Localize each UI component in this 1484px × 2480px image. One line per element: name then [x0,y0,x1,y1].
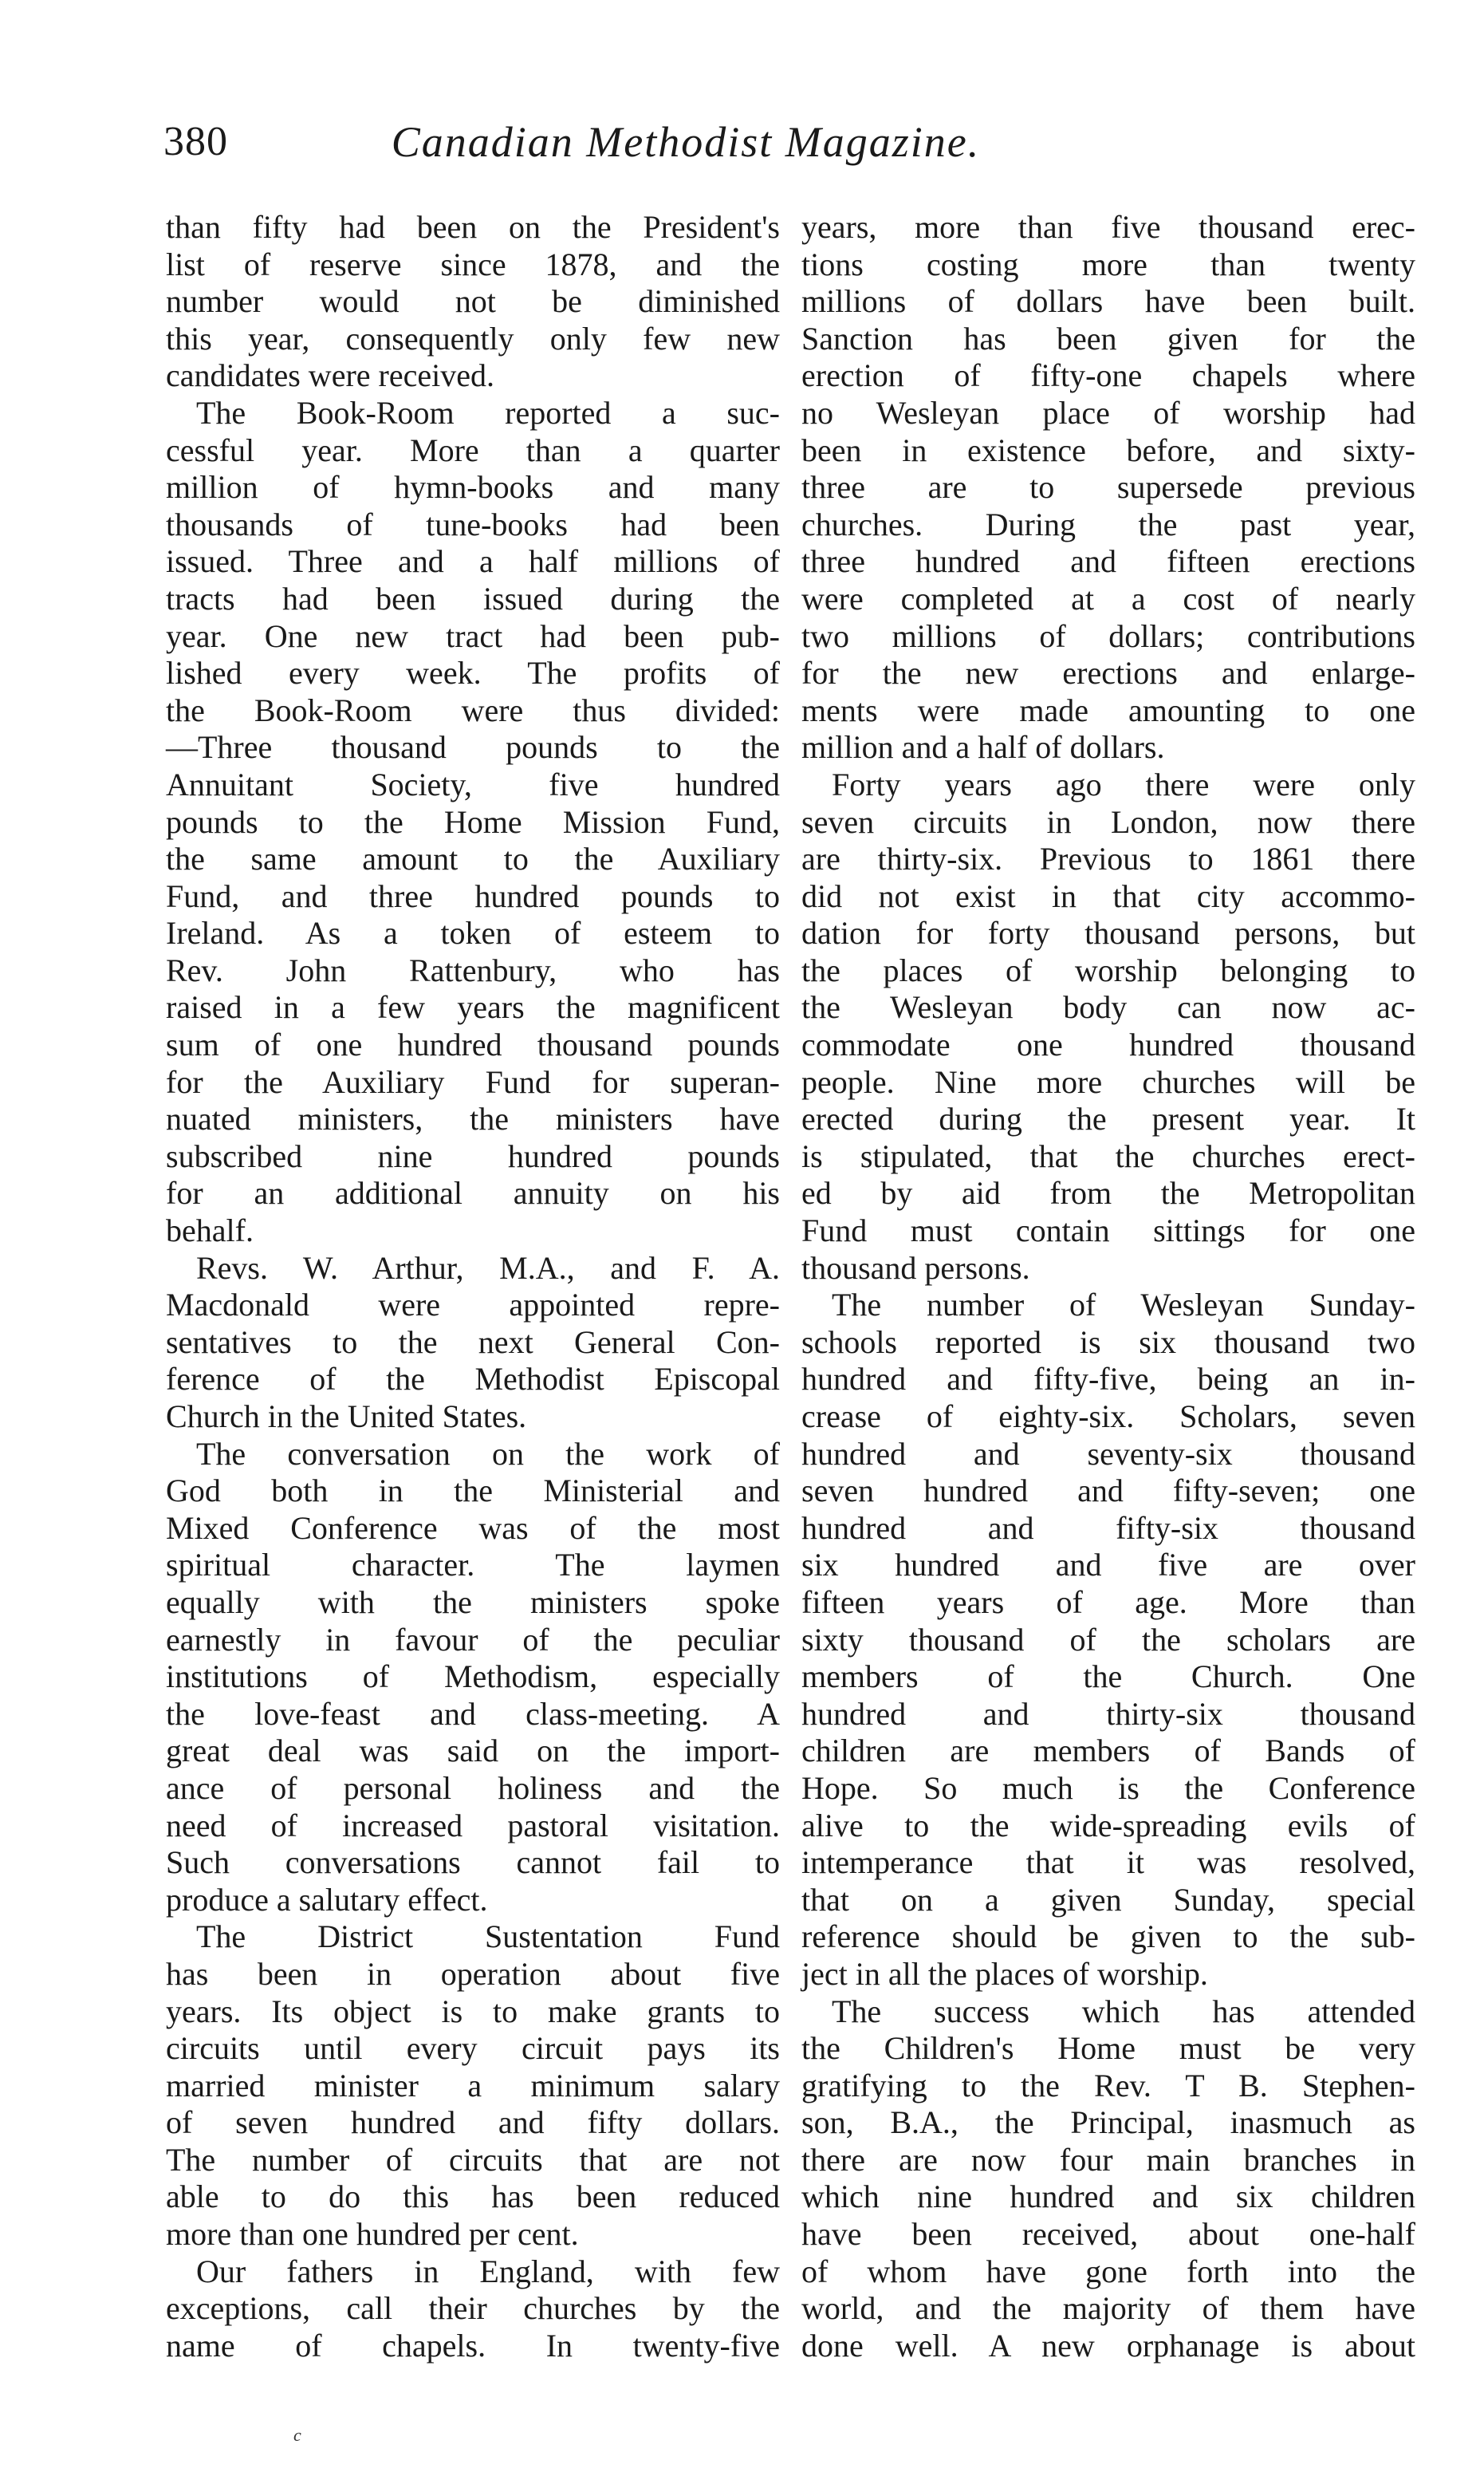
text-line: that on a given Sunday, special [801,1881,1415,1918]
text-line: sixty thousand of the scholars are [801,1621,1415,1658]
text-line: ject in all the places of worship. [801,1955,1208,1992]
text-line: The District Sustentation Fund [196,1918,780,1955]
text-line: —Three thousand pounds to the [166,729,780,766]
text-line: been in existence before, and sixty- [801,432,1415,468]
text-line: million and a half of dollars. [801,729,1165,766]
text-line: for an additional annuity on his [166,1175,780,1212]
text-line: intemperance that it was resolved, [801,1844,1415,1881]
text-line: dation for forty thousand persons, but [801,915,1415,952]
text-line: equally with the ministers spoke [166,1583,780,1620]
page-header [163,110,1112,174]
text-line: commodate one hundred thousand [801,1027,1415,1063]
text-line: able to do this has been reduced [166,2178,780,2215]
text-line: produce a salutary effect. [166,1881,488,1918]
text-line: Mixed Conference was of the most [166,1509,780,1546]
text-line: three are to supersede previous [801,469,1415,506]
text-line: institutions of Methodism, especially [166,1658,780,1695]
text-line: world, and the majority of them have [801,2290,1415,2327]
text-line: sentatives to the next General Con- [166,1323,780,1360]
text-line: the Children's Home must be very [801,2030,1415,2067]
text-line: great deal was said on the import- [166,1733,780,1769]
text-line: hundred and fifty-six thousand [801,1509,1415,1546]
text-line: reference should be given to the sub- [801,1918,1415,1955]
text-line: than fifty had been on the President's [166,209,780,245]
text-line: raised in a few years the magnificent [166,989,780,1026]
text-line: name of chapels. In twenty-five [166,2327,780,2364]
text-line: of whom have gone forth into the [801,2253,1415,2289]
page-number: 380 [163,119,228,164]
text-line: the places of worship belonging to [801,952,1415,988]
text-line: ed by aid from the Metropolitan [801,1175,1415,1212]
text-line: years. Its object is to make grants to [166,1993,780,2029]
text-line: nuated ministers, the ministers have [166,1101,780,1137]
text-line: more than one hundred per cent. [166,2216,579,2253]
text-line: gratifying to the Rev. T B. Stephen- [801,2067,1415,2103]
text-line: the same amount to the Auxiliary [166,841,780,877]
text-line: three hundred and fifteen erections [801,543,1415,580]
text-line: millions of dollars have been built. [801,283,1415,320]
text-line: is stipulated, that the churches erect- [801,1137,1415,1174]
text-line: have been received, about one-half [801,2216,1415,2253]
text-line: married minister a minimum salary [166,2067,780,2103]
text-line: number would not be diminished [166,283,780,320]
text-line: done well. A new orphanage is about [801,2327,1415,2364]
text-line: million of hymn-books and many [166,469,780,506]
text-line: Sanction has been given for the [801,320,1415,357]
text-line: behalf. [166,1212,254,1249]
text-line: The number of Wesleyan Sunday- [832,1287,1415,1323]
text-line: ference of the Methodist Episcopal [166,1361,780,1398]
text-line: exceptions, call their churches by the [166,2290,780,2327]
text-line: list of reserve since 1878, and the [166,246,780,282]
text-line: The number of circuits that are not [166,2141,780,2178]
text-line: people. Nine more churches will be [801,1063,1415,1100]
text-line: there are now four main branches in [801,2141,1415,2178]
text-line: seven circuits in London, now there [801,803,1415,840]
text-line: six hundred and five are over [801,1547,1415,1583]
text-line: has been in operation about five [166,1955,780,1992]
text-line: thousand persons. [801,1249,1030,1286]
text-line: thousands of tune-books had been [166,506,780,542]
text-line: churches. During the past year, [801,506,1415,542]
text-line: issued. Three and a half millions of [166,543,780,580]
text-line: God both in the Ministerial and [166,1473,780,1509]
text-line: the Book-Room were thus divided: [166,692,780,728]
text-line: pounds to the Home Mission Fund, [166,803,780,840]
text-line: Fund must contain sittings for one [801,1212,1415,1249]
running-title: Canadian Methodist Magazine. [391,118,981,166]
text-line: crease of eighty-six. Scholars, seven [801,1398,1415,1434]
text-line: alive to the wide-spreading evils of [801,1807,1415,1843]
text-line: Fund, and three hundred pounds to [166,877,780,914]
left-column [166,209,780,2364]
text-line: children are members of Bands of [801,1733,1415,1769]
text-line: Forty years ago there were only [832,766,1415,802]
text-line: for the new erections and enlarge- [801,655,1415,692]
text-line: hundred and fifty-five, being an in- [801,1361,1415,1398]
text-line: the Wesleyan body can now ac- [801,989,1415,1026]
text-line: hundred and thirty-six thousand [801,1695,1415,1732]
text-line: circuits until every circuit pays its [166,2030,780,2067]
text-line: candidates were received. [166,357,494,394]
text-line: need of increased pastoral visitation. [166,1807,780,1843]
text-line: the love-feast and class-meeting. A [166,1695,780,1732]
text-line: Macdonald were appointed repre- [166,1287,780,1323]
right-column [801,209,1415,2364]
text-line: fifteen years of age. More than [801,1583,1415,1620]
text-line: The conversation on the work of [196,1435,780,1472]
text-line: The success which has attended [832,1993,1415,2029]
text-line: Revs. W. Arthur, M.A., and F. A. [196,1249,780,1286]
text-line: no Wesleyan place of worship had [801,394,1415,431]
text-line: years, more than five thousand erec- [801,209,1415,245]
text-line: The Book-Room reported a suc- [196,394,780,431]
text-line: lished every week. The profits of [166,655,780,692]
text-line: tions costing more than twenty [801,246,1415,282]
text-line: which nine hundred and six children [801,2178,1415,2215]
text-line: members of the Church. One [801,1658,1415,1695]
text-line: cessful year. More than a quarter [166,432,780,468]
text-line: Such conversations cannot fail to [166,1844,780,1881]
text-line: two millions of dollars; contributions [801,617,1415,654]
text-line: Annuitant Society, five hundred [166,766,780,802]
text-line: were completed at a cost of nearly [801,580,1415,617]
text-line: seven hundred and fifty-seven; one [801,1473,1415,1509]
text-line: did not exist in that city accommo- [801,877,1415,914]
text-line: Our fathers in England, with few [196,2253,780,2289]
text-line: for the Auxiliary Fund for superan- [166,1063,780,1100]
text-line: son, B.A., the Principal, inasmuch as [801,2104,1415,2141]
text-line: are thirty-six. Previous to 1861 there [801,841,1415,877]
text-line: this year, consequently only few new [166,320,780,357]
text-line: Ireland. As a token of esteem to [166,915,780,952]
text-line: erected during the present year. It [801,1101,1415,1137]
text-line: Rev. John Rattenbury, who has [166,952,780,988]
text-line: schools reported is six thousand two [801,1323,1415,1360]
text-line: sum of one hundred thousand pounds [166,1027,780,1063]
text-line: tracts had been issued during the [166,580,780,617]
text-line: earnestly in favour of the peculiar [166,1621,780,1658]
text-line: ments were made amounting to one [801,692,1415,728]
text-line: subscribed nine hundred pounds [166,1137,780,1174]
footer-mark: c [293,2425,301,2445]
text-line: of seven hundred and fifty dollars. [166,2104,780,2141]
text-line: Hope. So much is the Conference [801,1769,1415,1806]
text-line: hundred and seventy-six thousand [801,1435,1415,1472]
text-line: Church in the United States. [166,1398,527,1434]
text-line: spiritual character. The laymen [166,1547,780,1583]
text-line: year. One new tract had been pub- [166,617,780,654]
text-line: erection of fifty-one chapels where [801,357,1415,394]
text-line: ance of personal holiness and the [166,1769,780,1806]
